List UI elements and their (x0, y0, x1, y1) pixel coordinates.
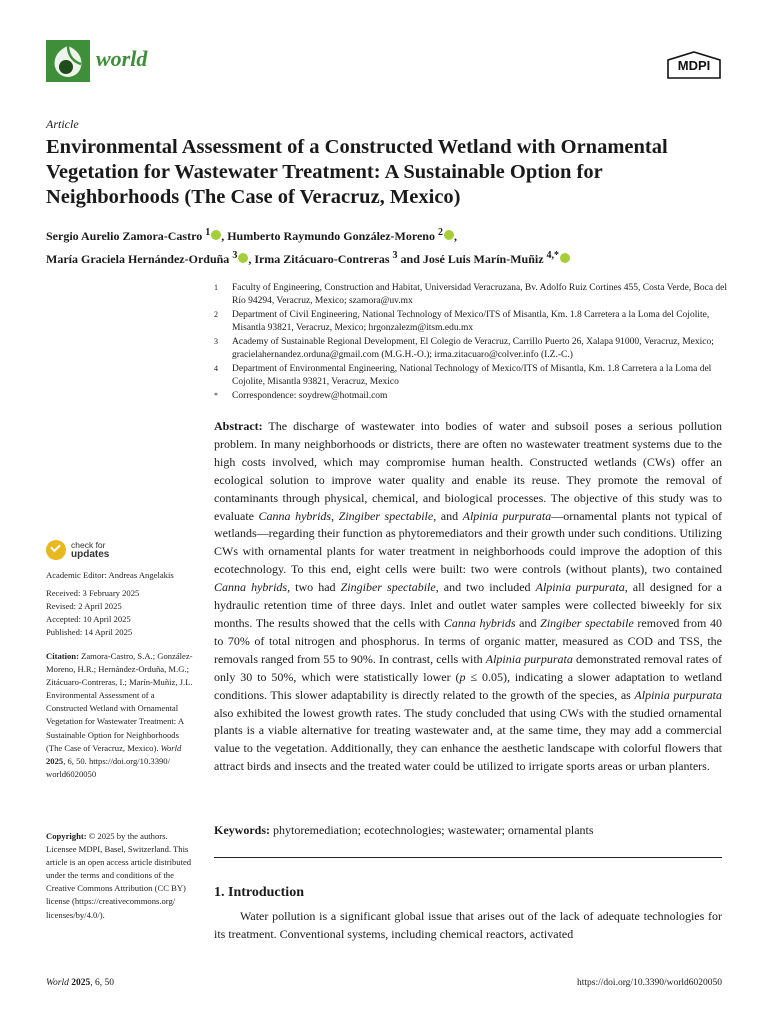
affiliation-item: 3 Academy of Sustainable Regional Development, El Colegio de Veracruz, Carrillo Puerto 26, Xalapa 91000, Veracruz, Mexico; gracielahernandez.orduna@gmail.com (M.G.H.-O.); irma.zitacuaro@colver.info (I.Z.-C.) (214, 337, 714, 360)
author[interactable]: Irma Zitácuaro-Contreras $^3$ (254, 250, 398, 266)
author-list: Sergio Aurelio Zamora-Castro $^1$ , Humberto Raymundo González-Moreno $^2$ , María Graciela Hernández-Orduña $^3$ , Irma Zitácuaro-Contreras $^3$ and José Luis Marín-Muñiz $^{4,*}$ (46, 223, 736, 269)
orcid-icon[interactable] (560, 253, 570, 263)
author[interactable]: María Graciela Hernández-Orduña $^3$ (46, 250, 238, 266)
intro-paragraph: Water pollution is a significant global issue that arises out of the lack of adequate technologies for its treatment. Conventional systems, including chemical reactors, activated (214, 909, 722, 941)
date-revised: Revised: 2 April 2025 (46, 601, 122, 612)
academic-editor: Academic Editor: Andreas Angelakis (46, 570, 174, 580)
date-received: Received: 3 February 2025 (46, 588, 140, 598)
article-dates (46, 587, 196, 639)
affiliation-item: 1 Faculty of Engineering, Construction and Habitat, Universidad Veracruzana, Bv. Adolfo Ruiz Cortines 455, Costa Verde, Boca del Río 94294, Veracruz, Mexico; szamora@uv.mx (214, 283, 728, 306)
date-published: Published: 14 April 2025 (46, 627, 133, 638)
orcid-icon[interactable] (238, 253, 248, 263)
article-type: Article (46, 117, 79, 131)
copyright: Copyright: © 2025 by the authors. Licensee MDPI, Basel, Switzerland. This article is an open access article distributed under the terms and conditions of the Creative Commons Attribution (CC BY) license (https://creativecommons.org/ licenses/by/4.0/). (46, 831, 192, 920)
author[interactable]: Humberto Raymundo González-Moreno $^2$ (227, 227, 443, 243)
publisher-logo (666, 50, 722, 80)
section-title: 1. Introduction (214, 885, 304, 900)
affiliation-item: 2 Department of Civil Engineering, National Technology of Mexico/ITS of Misantla, Km. 1.8 Carretera a la Loma del Cojolite, Misantla 93821, Veracruz, Mexico; hrgonzalezm@itsm.edu.mx (214, 310, 710, 333)
orcid-icon[interactable] (211, 230, 221, 240)
keywords: Keywords: phytoremediation; ecotechnologies; wastewater; ornamental plants (214, 823, 594, 837)
journal-logo (46, 40, 90, 82)
author[interactable]: Sergio Aurelio Zamora-Castro $^1$ (46, 227, 211, 243)
affiliation-item: 4 Department of Environmental Engineering, National Technology of Mexico/ITS of Misantla, Km. 1.8 Carretera a la Loma del Cojolite, Misantla 93821, Veracruz, Mexico (214, 364, 712, 387)
check-icon (46, 540, 66, 560)
orcid-icon[interactable] (444, 230, 454, 240)
citation: Citation: Zamora-Castro, S.A.; González-Moreno, H.R.; Hernández-Orduña, M.G.; Zitácuaro-Contreras, I.; Marín-Muñiz, J.L. Environmental Assessment of a Constructed Wetland with Ornamental Vegetation for Wastewater Treatment: A Sustainable Option for Neighborhoods (The Case of Veracruz, Mexico). World 2025, 6, 50. https://doi.org/10.3390/ world6020050 (46, 651, 193, 779)
section-divider (214, 857, 722, 858)
date-accepted: Accepted: 10 April 2025 (46, 614, 131, 625)
author[interactable]: José Luis Marín-Muñiz $^{4,*}$ (422, 250, 560, 266)
affiliations (214, 282, 734, 405)
article-title: Environmental Assessment of a Constructed Wetland with Ornamental Vegetation for Wastewater Treatment: A Sustainable Option for Neighborhoods (The Case of Veracruz, Mexico) (46, 136, 668, 208)
abstract: Abstract: The discharge of wastewater into bodies of water and subsoil poses a serious pollution problem. In many neighborhoods or districts, there are often no wastewater treatment systems due to the high costs involved, which may compromise human health. Constructed wetlands (CWs) offer an ecological solution to improve water quality and enable its reuse. They promote the removal of contaminants through physical, chemical, and biological processes. The objective of this study was to evaluate Canna hybrids, Zingiber spectabile, and Alpinia purpurata—ornamental plants not typical of wetlands—regarding their function as phytoremediators and their growth under such conditions. Utilizing CWs with ornamental plants for water treatment in neighborhoods could improve the adoption of this ecotechnology. To this end, eight cells were built: two were controls (without plants), two contained Canna hybrids, two had Zingiber spectabile, and two included Alpinia purpurata, all designed for a hydraulic retention time of three days. Inlet and outlet water samples were collected biweekly for six months. The results showed that the cells with Canna hybrids and Zingiber spectabile removed from 40 to 70% of total nitrogen and phosphorus. In terms of organic matter, measured as COD and TSS, the removals ranged from 55 to 90%. In contrast, cells with Alpinia purpurata demonstrated removal rates of only 30 to 50%, which were statistically lower (p ≤ 0.05), indicating a slower adaptation to wetland conditions. This slower adaptability is directly related to the growth of the species, as Alpinia purpurata also exhibited the lowest growth rates. The study concluded that using CWs with the studied ornamental plants is a viable alternative for treating wastewater and, at the same time, they may add a commercial value to the vegetation. Additionally, they can enhance the aesthetic landscape with colorful flowers that attract birds and insects and the treated water could be utilized to irrigate sports areas or urban planters. (214, 419, 723, 774)
footer-citation: World 2025, 6, 50 (46, 978, 115, 988)
affiliation-correspondence: * Correspondence: soydrew@hotmail.com (214, 391, 388, 401)
journal-name: world (96, 46, 148, 71)
check-for-updates-badge[interactable]: check for updates (46, 540, 176, 564)
footer-doi-link[interactable]: https://doi.org/10.3390/world6020050 (577, 978, 722, 988)
publisher-name: MDPI (677, 58, 711, 73)
